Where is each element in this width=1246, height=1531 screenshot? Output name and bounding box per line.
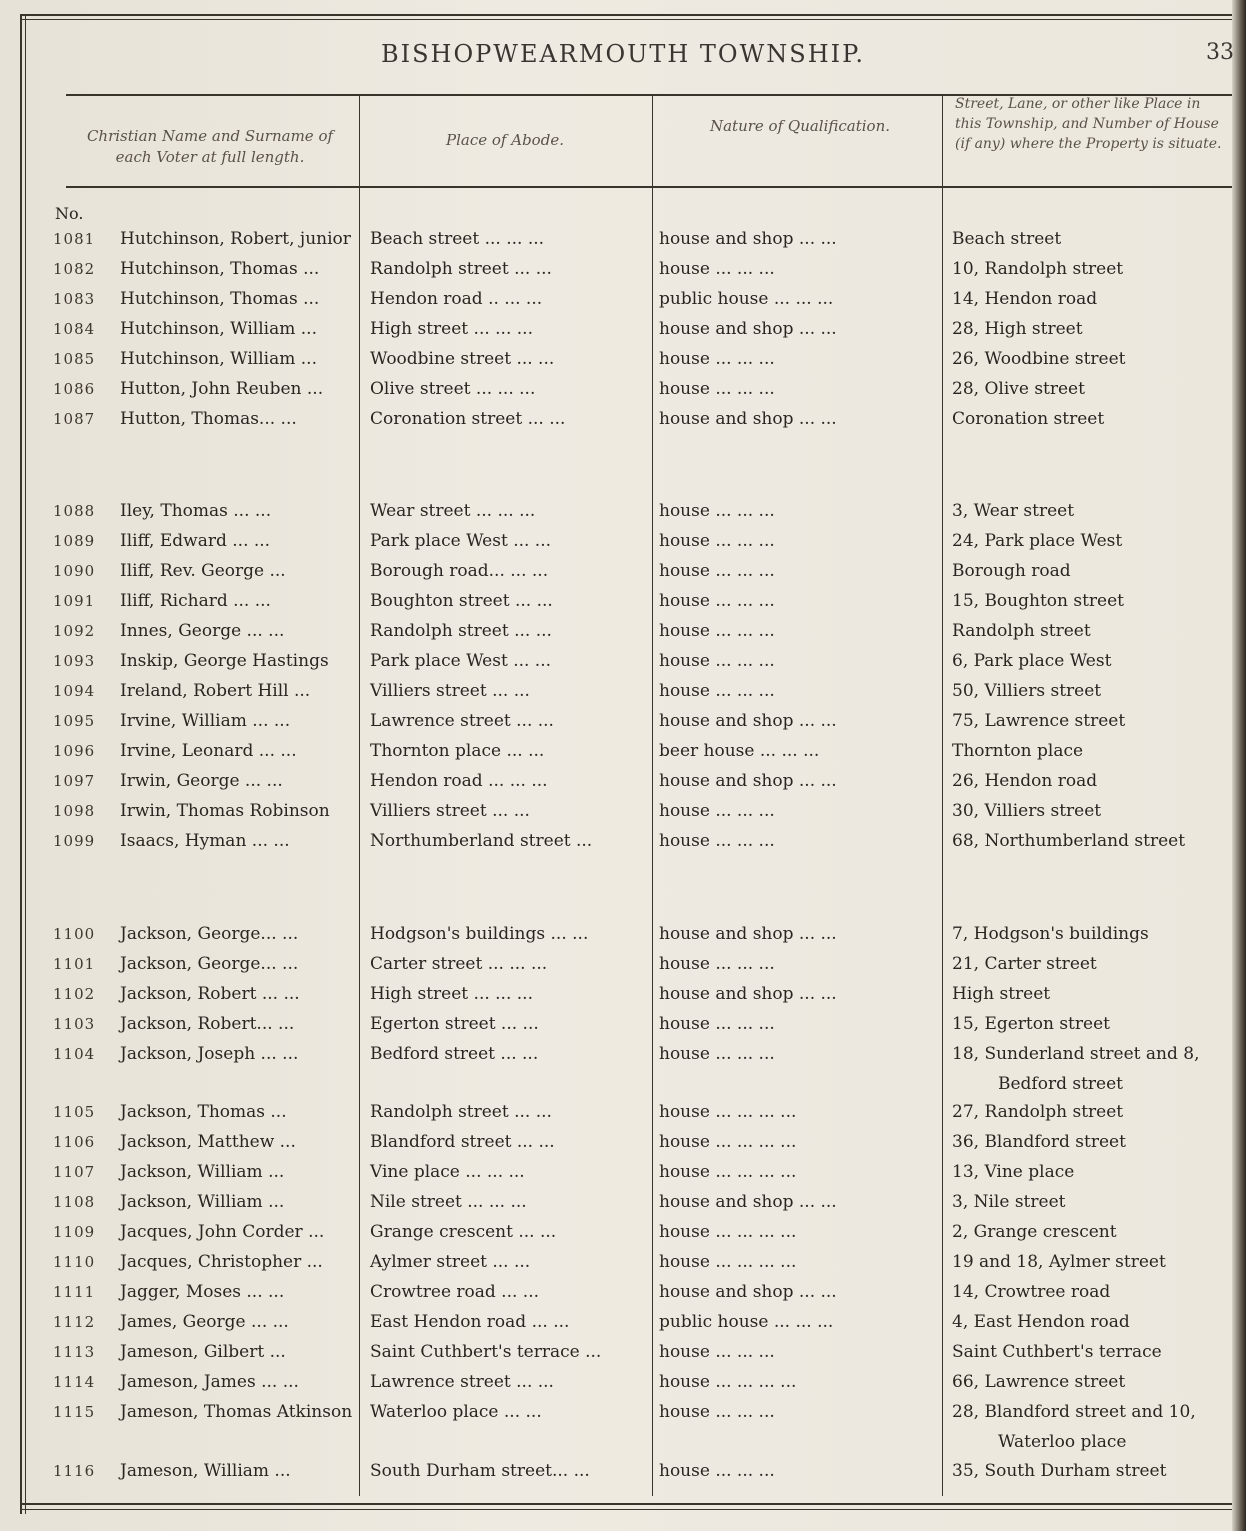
property-street: 36, Blandford street — [952, 1132, 1126, 1152]
voter-number: 1085 — [53, 350, 96, 368]
voter-row — [0, 650, 1246, 680]
voter-row — [0, 408, 1246, 438]
place-of-abode: High street ... ... ... — [370, 319, 533, 339]
voter-row — [0, 378, 1246, 408]
voter-row — [0, 560, 1246, 590]
place-of-abode: Lawrence street ... ... — [370, 711, 554, 731]
place-of-abode: Egerton street ... ... — [370, 1014, 539, 1034]
header-bottom-rule — [66, 186, 1232, 188]
voter-number: 1100 — [53, 925, 96, 943]
place-of-abode: Park place West ... ... — [370, 531, 552, 551]
voter-number: 1112 — [53, 1313, 96, 1331]
place-of-abode: Hendon road ... ... ... — [370, 771, 548, 791]
qualification: public house ... ... ... — [659, 289, 834, 309]
page-title: BISHOPWEARMOUTH TOWNSHIP. — [380, 40, 866, 68]
voter-row — [0, 1281, 1246, 1311]
qualification: house and shop ... ... — [659, 984, 837, 1004]
qualification: house ... ... ... — [659, 349, 775, 369]
qualification: house and shop ... ... — [659, 229, 837, 249]
voter-name: Irvine, William ... ... — [120, 711, 291, 731]
property-street: 15, Boughton street — [952, 591, 1125, 611]
page-number: 33 — [1206, 40, 1234, 65]
voter-number: 1114 — [53, 1373, 96, 1391]
voter-row — [0, 258, 1246, 288]
voter-row — [0, 1191, 1246, 1221]
voter-name: Jameson, Thomas Atkinson — [120, 1402, 353, 1422]
property-street: 6, Park place West — [952, 651, 1112, 671]
voter-number: 1088 — [53, 502, 96, 520]
voter-number: 1102 — [53, 985, 96, 1003]
voter-number: 1092 — [53, 622, 96, 640]
voter-number: 1109 — [53, 1223, 96, 1241]
voter-number: 1098 — [53, 802, 96, 820]
qualification: house ... ... ... — [659, 681, 775, 701]
qualification: house ... ... ... — [659, 621, 775, 641]
voter-name: Hutton, Thomas... ... — [120, 409, 297, 429]
voter-name: Inskip, George Hastings — [120, 651, 329, 671]
voter-name: Iliff, Edward ... ... — [120, 531, 271, 551]
property-street: 24, Park place West — [952, 531, 1123, 551]
place-of-abode: Randolph street ... ... — [370, 259, 552, 279]
place-of-abode: Carter street ... ... ... — [370, 954, 548, 974]
qualification: house and shop ... ... — [659, 409, 837, 429]
place-of-abode: Borough road... ... ... — [370, 561, 549, 581]
place-of-abode: Bedford street ... ... — [370, 1044, 539, 1064]
voter-name: Jackson, Thomas ... — [120, 1102, 287, 1122]
voter-row — [0, 1131, 1246, 1161]
voter-number: 1097 — [53, 772, 96, 790]
property-street: 68, Northumberland street — [952, 831, 1186, 851]
property-street: 27, Randolph street — [952, 1102, 1124, 1122]
voter-name: Jagger, Moses ... ... — [120, 1282, 285, 1302]
place-of-abode: Villiers street ... ... — [370, 681, 530, 701]
header-abode: Place of Abode. — [446, 131, 564, 149]
voter-number: 1115 — [53, 1403, 96, 1421]
voter-name: Isaacs, Hyman ... ... — [120, 831, 290, 851]
voter-number: 1101 — [53, 955, 96, 973]
voter-row — [0, 590, 1246, 620]
property-street: High street — [952, 984, 1051, 1004]
place-of-abode: Hendon road .. ... ... — [370, 289, 543, 309]
number-label: No. — [55, 204, 84, 223]
voter-row — [0, 740, 1246, 770]
voter-row — [0, 620, 1246, 650]
voter-name: Jameson, William ... — [120, 1461, 291, 1481]
place-of-abode: Wear street ... ... ... — [370, 501, 536, 521]
qualification: house ... ... ... ... — [659, 1252, 797, 1272]
qualification: house ... ... ... — [659, 1342, 775, 1362]
voter-row — [0, 800, 1246, 830]
place-of-abode: South Durham street... ... — [370, 1461, 590, 1481]
header-qualification: Nature of Qualification. — [709, 117, 891, 135]
voter-name: Jackson, George... ... — [120, 954, 299, 974]
voter-row — [0, 953, 1246, 983]
qualification: house ... ... ... — [659, 1014, 775, 1034]
place-of-abode: Park place West ... ... — [370, 651, 552, 671]
voter-name: Hutton, John Reuben ... — [120, 379, 324, 399]
voter-number: 1104 — [53, 1045, 96, 1063]
qualification: house ... ... ... — [659, 954, 775, 974]
property-street: 13, Vine place — [952, 1162, 1075, 1182]
voter-number: 1083 — [53, 290, 96, 308]
qualification: house ... ... ... — [659, 379, 775, 399]
voter-name: Hutchinson, Thomas ... — [120, 289, 320, 309]
qualification: house ... ... ... ... — [659, 1372, 797, 1392]
property-street: 4, East Hendon road — [952, 1312, 1130, 1332]
voter-number: 1111 — [53, 1283, 96, 1301]
voter-row — [0, 288, 1246, 318]
voter-number: 1081 — [53, 230, 96, 248]
place-of-abode: Grange crescent ... ... — [370, 1222, 557, 1242]
voter-name: Jackson, Robert... ... — [120, 1014, 295, 1034]
property-street: Thornton place — [952, 741, 1084, 761]
voter-name: Jackson, Robert ... ... — [120, 984, 300, 1004]
place-of-abode: Boughton street ... ... — [370, 591, 553, 611]
qualification: house and shop ... ... — [659, 1282, 837, 1302]
voter-name: Ireland, Robert Hill ... — [120, 681, 311, 701]
voter-row — [0, 1043, 1246, 1073]
voter-number: 1096 — [53, 742, 96, 760]
voter-row — [0, 1460, 1246, 1490]
voter-row — [0, 1311, 1246, 1341]
qualification: house and shop ... ... — [659, 1192, 837, 1212]
property-street: 28, Blandford street and 10, — [952, 1402, 1196, 1422]
voter-number: 1090 — [53, 562, 96, 580]
qualification: house ... ... ... — [659, 531, 775, 551]
voter-name: Hutchinson, William ... — [120, 319, 317, 339]
bottom-rule — [20, 1503, 1232, 1505]
qualification: house ... ... ... — [659, 651, 775, 671]
voter-number: 1103 — [53, 1015, 96, 1033]
voter-name: Jacques, Christopher ... — [120, 1252, 323, 1272]
voter-number: 1084 — [53, 320, 96, 338]
place-of-abode: Hodgson's buildings ... ... — [370, 924, 589, 944]
property-street: Borough road — [952, 561, 1071, 581]
property-street: 19 and 18, Aylmer street — [952, 1252, 1166, 1272]
property-street: 3, Wear street — [952, 501, 1075, 521]
qualification: public house ... ... ... — [659, 1312, 834, 1332]
qualification: beer house ... ... ... — [659, 741, 820, 761]
voter-name: Hutchinson, William ... — [120, 349, 317, 369]
header-street: Street, Lane, or other like Place in this Township, and Number of House (if any) where the Property is situate. — [955, 96, 1222, 152]
voter-number: 1089 — [53, 532, 96, 550]
property-street: Randolph street — [952, 621, 1091, 641]
qualification: house ... ... ... — [659, 591, 775, 611]
voter-number: 1105 — [53, 1103, 96, 1121]
voter-name: Hutchinson, Robert, junior — [120, 229, 351, 249]
property-street: 28, High street — [952, 319, 1083, 339]
place-of-abode: Lawrence street ... ... — [370, 1372, 554, 1392]
place-of-abode: Blandford street ... ... — [370, 1132, 555, 1152]
place-of-abode: Coronation street ... ... — [370, 409, 566, 429]
qualification: house ... ... ... ... — [659, 1132, 797, 1152]
voter-number: 1094 — [53, 682, 96, 700]
qualification: house ... ... ... — [659, 259, 775, 279]
voter-name: Jackson, William ... — [120, 1162, 285, 1182]
qualification: house ... ... ... ... — [659, 1162, 797, 1182]
property-street: 10, Randolph street — [952, 259, 1124, 279]
property-street: 66, Lawrence street — [952, 1372, 1126, 1392]
place-of-abode: Saint Cuthbert's terrace ... — [370, 1342, 602, 1362]
voter-number: 1107 — [53, 1163, 96, 1181]
voter-name: Jackson, Joseph ... ... — [120, 1044, 299, 1064]
place-of-abode: East Hendon road ... ... — [370, 1312, 570, 1332]
qualification: house and shop ... ... — [659, 771, 837, 791]
property-street: 7, Hodgson's buildings — [952, 924, 1149, 944]
voter-row — [0, 923, 1246, 953]
voter-row — [0, 318, 1246, 348]
voter-number: 1091 — [53, 592, 96, 610]
voter-number: 1086 — [53, 380, 96, 398]
place-of-abode: Aylmer street ... ... — [370, 1252, 531, 1272]
property-street-continued: Bedford street — [998, 1074, 1124, 1094]
property-street-continued: Waterloo place — [998, 1432, 1127, 1452]
place-of-abode: Randolph street ... ... — [370, 1102, 552, 1122]
place-of-abode: Vine place ... ... ... — [370, 1162, 525, 1182]
voter-number: 1095 — [53, 712, 96, 730]
qualification: house ... ... ... — [659, 561, 775, 581]
qualification: house ... ... ... — [659, 801, 775, 821]
voter-number: 1108 — [53, 1193, 96, 1211]
property-street: 75, Lawrence street — [952, 711, 1126, 731]
qualification: house ... ... ... — [659, 1402, 775, 1422]
voter-row — [0, 1013, 1246, 1043]
property-street: 35, South Durham street — [952, 1461, 1167, 1481]
property-street: 21, Carter street — [952, 954, 1097, 974]
voter-name: Iley, Thomas ... ... — [120, 501, 272, 521]
voter-name: Jackson, George... ... — [120, 924, 299, 944]
voter-row — [0, 680, 1246, 710]
place-of-abode: Northumberland street ... — [370, 831, 593, 851]
voter-number: 1087 — [53, 410, 96, 428]
place-of-abode: Beach street ... ... ... — [370, 229, 545, 249]
qualification: house and shop ... ... — [659, 924, 837, 944]
property-street: Beach street — [952, 229, 1062, 249]
qualification: house ... ... ... — [659, 1461, 775, 1481]
place-of-abode: High street ... ... ... — [370, 984, 533, 1004]
voter-name: Irwin, Thomas Robinson — [120, 801, 330, 821]
property-street: 50, Villiers street — [952, 681, 1102, 701]
qualification: house ... ... ... — [659, 831, 775, 851]
voter-number: 1116 — [53, 1462, 96, 1480]
qualification: house ... ... ... — [659, 501, 775, 521]
place-of-abode: Crowtree road ... ... — [370, 1282, 540, 1302]
property-street: 30, Villiers street — [952, 801, 1102, 821]
qualification: house ... ... ... ... — [659, 1102, 797, 1122]
place-of-abode: Nile street ... ... ... — [370, 1192, 527, 1212]
voter-row — [0, 1251, 1246, 1281]
property-street: 14, Hendon road — [952, 289, 1098, 309]
voter-row — [0, 1101, 1246, 1131]
property-street: 15, Egerton street — [952, 1014, 1110, 1034]
place-of-abode: Thornton place ... ... — [370, 741, 545, 761]
voter-name: James, George ... ... — [120, 1312, 289, 1332]
voter-row — [0, 500, 1246, 530]
voter-row — [0, 1341, 1246, 1371]
voter-row — [0, 983, 1246, 1013]
qualification: house ... ... ... ... — [659, 1222, 797, 1242]
qualification: house and shop ... ... — [659, 319, 837, 339]
voter-name: Iliff, Richard ... ... — [120, 591, 271, 611]
place-of-abode: Waterloo place ... ... — [370, 1402, 542, 1422]
property-street: Coronation street — [952, 409, 1105, 429]
voter-name: Irwin, George ... ... — [120, 771, 283, 791]
voter-row — [0, 228, 1246, 258]
qualification: house ... ... ... — [659, 1044, 775, 1064]
property-street: 18, Sunderland street and 8, — [952, 1044, 1200, 1064]
voter-number: 1099 — [53, 832, 96, 850]
qualification: house and shop ... ... — [659, 711, 837, 731]
voter-row — [0, 1161, 1246, 1191]
voter-row — [0, 830, 1246, 860]
top-rule-thin — [20, 19, 1232, 20]
voter-row — [0, 530, 1246, 560]
place-of-abode: Villiers street ... ... — [370, 801, 530, 821]
voter-name: Jameson, Gilbert ... — [120, 1342, 286, 1362]
voter-row — [0, 1371, 1246, 1401]
voter-row — [0, 710, 1246, 740]
property-street: 28, Olive street — [952, 379, 1085, 399]
voter-name: Jackson, Matthew ... — [120, 1132, 296, 1152]
voter-row — [0, 1401, 1246, 1431]
property-street: 26, Woodbine street — [952, 349, 1126, 369]
voter-name: Innes, George ... ... — [120, 621, 285, 641]
property-street: 14, Crowtree road — [952, 1282, 1111, 1302]
property-street: Saint Cuthbert's terrace — [952, 1342, 1162, 1362]
voter-number: 1082 — [53, 260, 96, 278]
header-name: Christian Name and Surname of each Voter at full length. — [86, 127, 334, 166]
place-of-abode: Randolph street ... ... — [370, 621, 552, 641]
voter-name: Iliff, Rev. George ... — [120, 561, 286, 581]
place-of-abode: Woodbine street ... ... — [370, 349, 555, 369]
voter-number: 1113 — [53, 1343, 96, 1361]
voter-number: 1093 — [53, 652, 96, 670]
place-of-abode: Olive street ... ... ... — [370, 379, 536, 399]
property-street: 3, Nile street — [952, 1192, 1066, 1212]
voter-name: Hutchinson, Thomas ... — [120, 259, 320, 279]
voter-row — [0, 770, 1246, 800]
voter-row — [0, 348, 1246, 378]
top-rule — [20, 14, 1232, 16]
bottom-rule-thin — [20, 1509, 1232, 1510]
voter-number: 1106 — [53, 1133, 96, 1151]
voter-name: Irvine, Leonard ... ... — [120, 741, 297, 761]
voter-row — [0, 1221, 1246, 1251]
property-street: 2, Grange crescent — [952, 1222, 1117, 1242]
voter-number: 1110 — [53, 1253, 96, 1271]
voter-name: Jackson, William ... — [120, 1192, 285, 1212]
voter-name: Jacques, John Corder ... — [120, 1222, 325, 1242]
voter-name: Jameson, James ... ... — [120, 1372, 299, 1392]
property-street: 26, Hendon road — [952, 771, 1098, 791]
